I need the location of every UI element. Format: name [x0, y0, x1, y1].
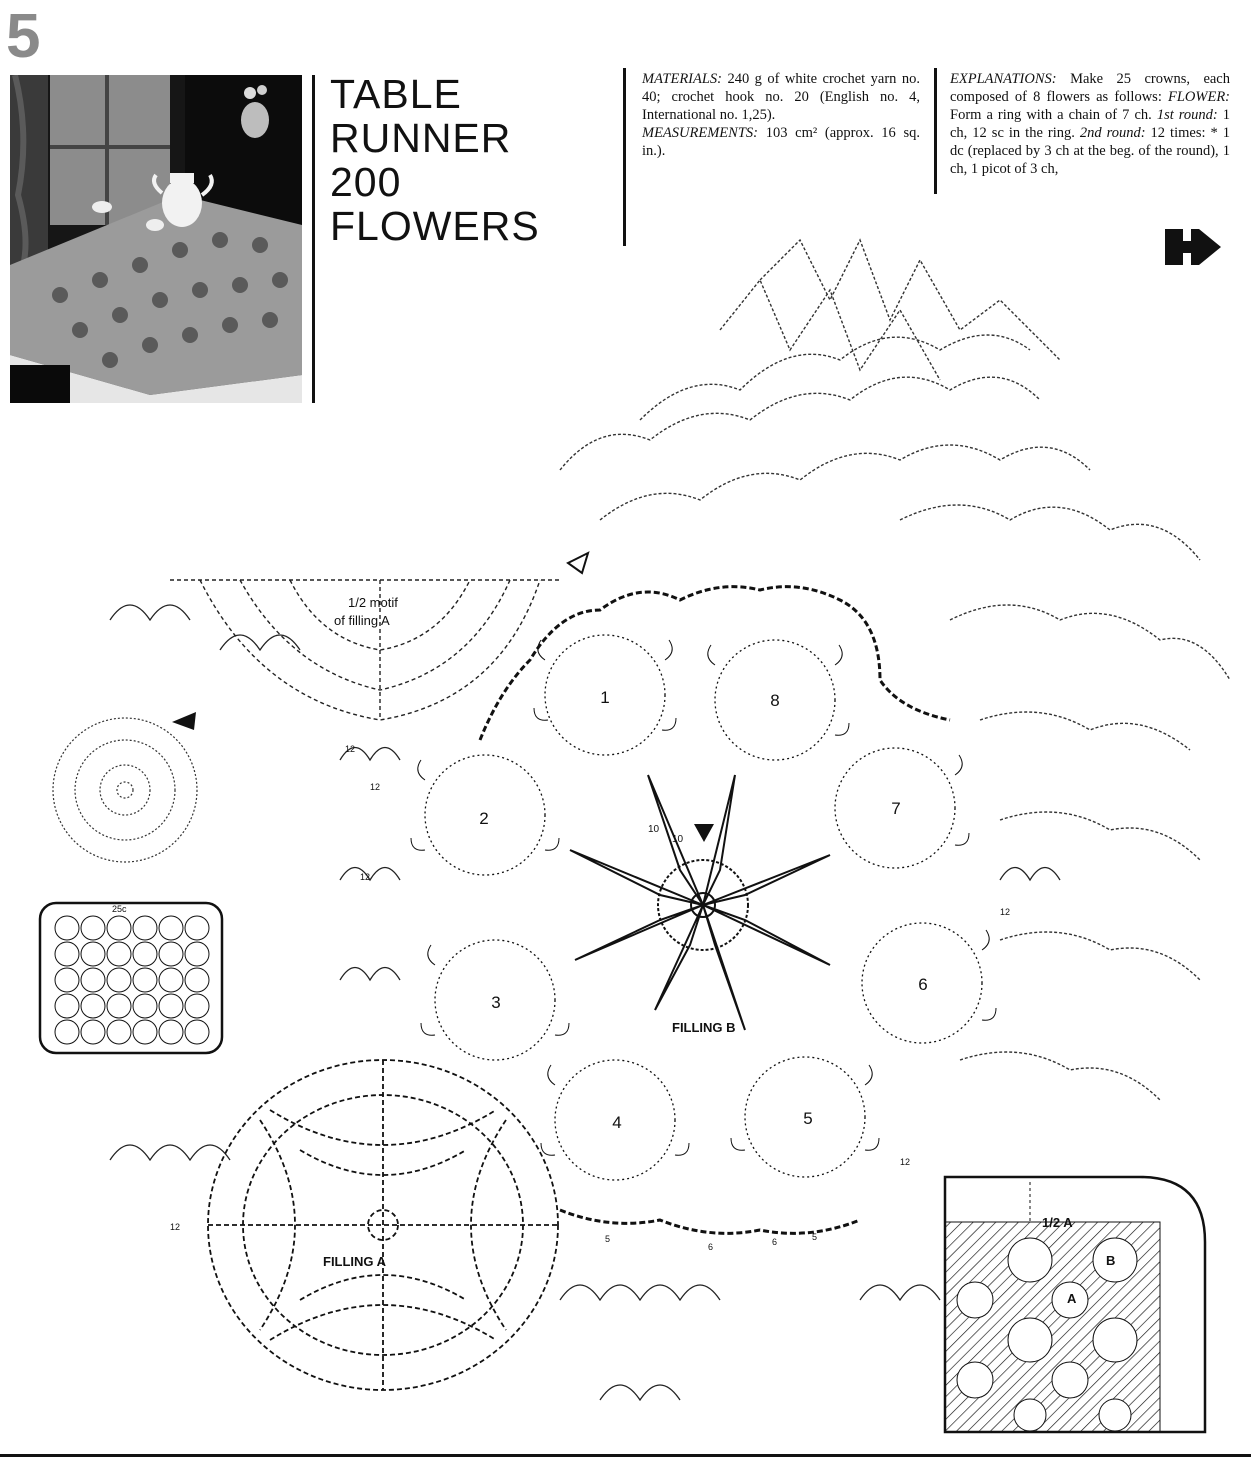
flower-number: 5 — [803, 1109, 813, 1128]
flower-number: 8 — [770, 691, 780, 710]
flower-number: 7 — [891, 799, 901, 818]
triangle-pointer-icon — [172, 712, 196, 730]
stitch-count: 12 — [345, 744, 356, 754]
flower-number: 4 — [612, 1113, 622, 1132]
stitch-count: 6 — [772, 1237, 778, 1247]
round-label: 1st round: — [1156, 107, 1218, 123]
bottom-border — [0, 1454, 1251, 1457]
title-line: FLOWERS — [330, 203, 540, 249]
stitch-count: 10 — [648, 824, 660, 835]
crochet-chart — [0, 220, 1251, 1461]
materials-text: 240 g of white crochet yarn no. 40; crochet hook no. 20 (English no. 4, International no. 1,25). — [642, 71, 920, 123]
layout-label: 25c — [112, 904, 127, 914]
flower-number: 3 — [491, 993, 501, 1012]
flower-petal-fans — [411, 640, 996, 1155]
filling-b-label: FILLING B — [672, 1020, 736, 1035]
layout-grid — [40, 903, 222, 1053]
corner-label: A — [1067, 1291, 1077, 1306]
title-line: TABLE — [330, 71, 462, 117]
stitch-count: 12 — [360, 872, 371, 882]
triangle-pointer-icon — [568, 553, 588, 573]
round-label: 2nd round: — [1079, 125, 1146, 141]
half-motif-label: of filling A — [334, 613, 390, 628]
measurements-text: 103 cm² (approx. 16 sq. in.). — [642, 125, 920, 159]
title-line: RUNNER — [330, 115, 512, 161]
explanations-text: 12 times: * 1 dc (replaced by 3 ch at the beg. of the round), 1 ch, 1 picot of 3 ch, — [950, 125, 1230, 177]
title-line: 200 — [330, 159, 402, 205]
stitch-count: 12 — [170, 1222, 181, 1232]
filling-a-motif — [208, 1060, 558, 1390]
flower-number: 1 — [600, 688, 610, 707]
filling-b-star — [570, 775, 830, 1030]
materials-label: MATERIALS: — [642, 71, 723, 87]
flower-number: 6 — [918, 975, 928, 994]
explanations-text: Form a ring with a chain of 7 ch. — [950, 107, 1152, 123]
explanations-section — [950, 70, 1230, 178]
flower-number: 2 — [479, 809, 489, 828]
filling-a-label: FILLING A — [323, 1254, 387, 1269]
explanations-text: Make 25 crowns, each composed of 8 flowers as follows: — [950, 71, 1230, 105]
materials-section — [642, 70, 920, 160]
explanations-label: EXPLANATIONS: — [950, 71, 1057, 87]
page-number: 5 — [6, 2, 41, 71]
corner-label: 1/2 A — [1042, 1215, 1073, 1230]
stitch-count: 12 — [370, 782, 381, 792]
corner-label: B — [1106, 1253, 1116, 1268]
explanations-text: 1 ch, 12 sc in the ring. — [950, 107, 1231, 141]
stitch-count: 6 — [708, 1242, 714, 1252]
explanations-divider — [934, 68, 937, 194]
half-motif-label: 1/2 motif — [348, 595, 398, 610]
measurements-label: MEASUREMENTS: — [642, 125, 758, 141]
stitch-count: 5 — [605, 1234, 611, 1244]
triangle-pointer-icon — [694, 824, 714, 842]
stitch-count: 5 — [812, 1232, 818, 1242]
flower-label: FLOWER: — [1168, 89, 1231, 105]
stitch-count: 12 — [1000, 907, 1011, 917]
stitch-count: 12 — [900, 1157, 911, 1167]
stitch-count: 10 — [672, 834, 684, 845]
small-rosette — [53, 718, 197, 862]
